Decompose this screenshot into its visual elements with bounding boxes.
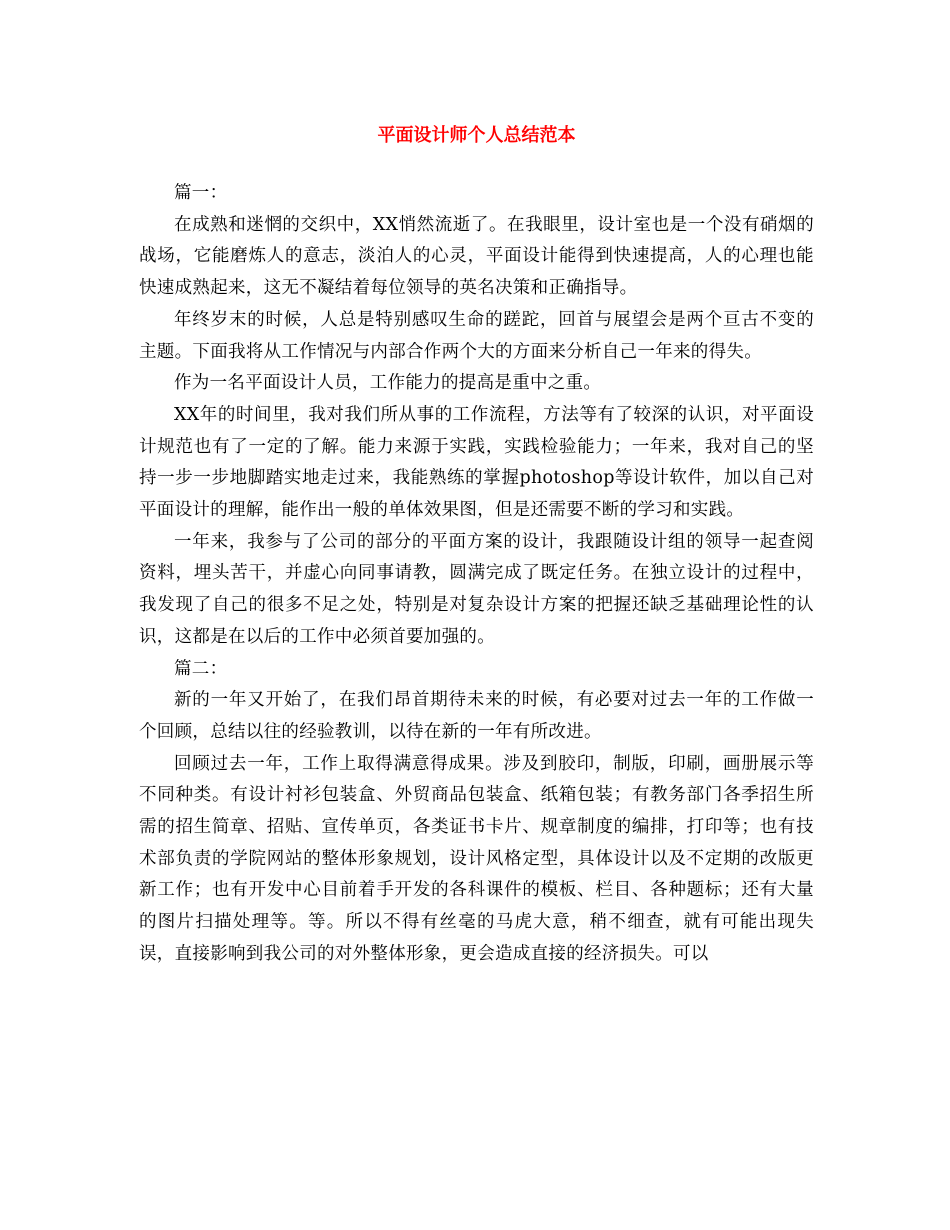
document-title: 平面设计师个人总结范本: [377, 125, 576, 146]
paragraph: 年终岁末的时候，人总是特别感叹生命的蹉跎，回首与展望会是两个亘古不变的主题。下面我将从工作情况与内部合作两个大的方面来分析自己一年来的得失。: [139, 309, 814, 362]
document-body: [139, 178, 814, 971]
section-label-1: 篇一：: [174, 183, 228, 203]
paragraph: 作为一名平面设计人员，工作能力的提高是重中之重。: [174, 373, 602, 394]
paragraph: 回顾过去一年，工作上取得满意得成果。涉及到胶印，制版，印刷，画册展示等不同种类。有设计衬衫包装盒、外贸商品包装盒、纸箱包装；有教务部门各季招生所需的招生简章、招贴、宣传单页，各类证书卡片、规章制度的编排，打印等；也有技术部负责的学院网站的整体形象规划，设计风格定型，具体设计以及不定期的改版更新工作；也有开发中心目前着手开发的各科课件的模板、栏目、各种题标；还有大量的图片扫描处理等。等。所以不得有丝毫的马虎大意，稍不细查，就有可能出现失误，直接影响到我公司的对外整体形象，更会造成直接的经济损失。可以: [139, 753, 814, 964]
paragraph: XX年的时间里，我对我们所从事的工作流程，方法等有了较深的认识，对平面设计规范也有了一定的了解。能力来源于实践，实践检验能力；一年来，我对自己的坚持一步一步地脚踏实地走过来，我能熟练的掌握photoshop等设计软件，加以自己对平面设计的理解，能作出一般的单体效果图，但是还需要不断的学习和实践。: [139, 404, 814, 521]
section-label-2: 篇二：: [174, 658, 228, 679]
paragraph: 新的一年又开始了，在我们昂首期待未来的时候，有必要对过去一年的工作做一个回顾，总结以往的经验教训，以待在新的一年有所改进。: [139, 690, 814, 742]
paragraph: 一年来，我参与了公司的部分的平面方案的设计，我跟随设计组的领导一起查阅资料，埋头苦干，并虚心向同事请教，圆满完成了既定任务。在独立设计的过程中，我发现了自己的很多不足之处，特别是对复杂设计方案的把握还缺乏基础理论性的认识，这都是在以后的工作中必须首要加强的。: [139, 531, 814, 647]
paragraph: 在成熟和迷惘的交织中，XX悄然流逝了。在我眼里，设计室也是一个没有硝烟的战场，它能磨炼人的意志，淡泊人的心灵，平面设计能得到快速提高，人的心理也能快速成熟起来，这无不凝结着每位领导的英名决策和正确指导。: [139, 214, 814, 299]
